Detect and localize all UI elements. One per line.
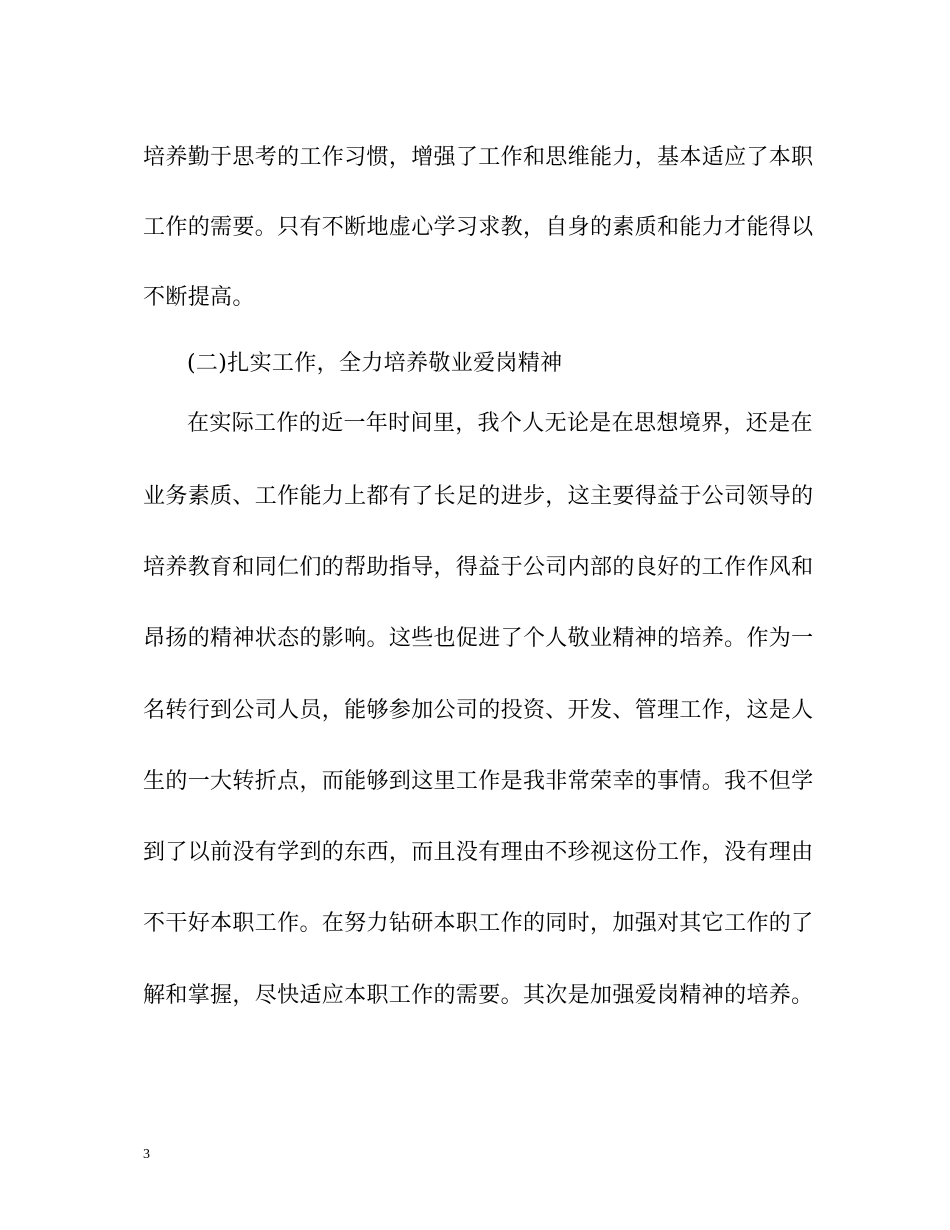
paragraph-line: 到了以前没有学到的东西，而且没有理由不珍视这份工作，没有理由 bbox=[143, 840, 814, 865]
paragraph-line: 在实际工作的近一年时间里，我个人无论是在思想境界，还是在 bbox=[187, 411, 813, 436]
page-number: 3 bbox=[143, 1147, 150, 1162]
paragraph-line: 工作的需要。只有不断地虚心学习求教，自身的素质和能力才能得以 bbox=[143, 215, 814, 240]
paragraph-line: 不干好本职工作。在努力钻研本职工作的同时，加强对其它工作的了 bbox=[143, 911, 814, 936]
paragraph-line: 名转行到公司人员，能够参加公司的投资、开发、管理工作，这是人 bbox=[143, 698, 814, 723]
paragraph-line: 不断提高。 bbox=[143, 285, 255, 310]
paragraph-line: 培养勤于思考的工作习惯，增强了工作和思维能力，基本适应了本职 bbox=[143, 145, 814, 170]
paragraph-line: 培养教育和同仁们的帮助指导，得益于公司内部的良好的工作作风和 bbox=[143, 555, 814, 580]
paragraph-line: 解和掌握，尽快适应本职工作的需要。其次是加强爱岗精神的培养。 bbox=[143, 983, 814, 1008]
section-heading: (二)扎实工作，全力培养敬业爱岗精神 bbox=[187, 351, 563, 376]
paragraph-line: 业务素质、工作能力上都有了长足的进步，这主要得益于公司领导的 bbox=[143, 484, 814, 509]
paragraph-line: 生的一大转折点，而能够到这里工作是我非常荣幸的事情。我不但学 bbox=[143, 769, 814, 794]
paragraph-line: 昂扬的精神状态的影响。这些也促进了个人敬业精神的培养。作为一 bbox=[143, 626, 814, 651]
